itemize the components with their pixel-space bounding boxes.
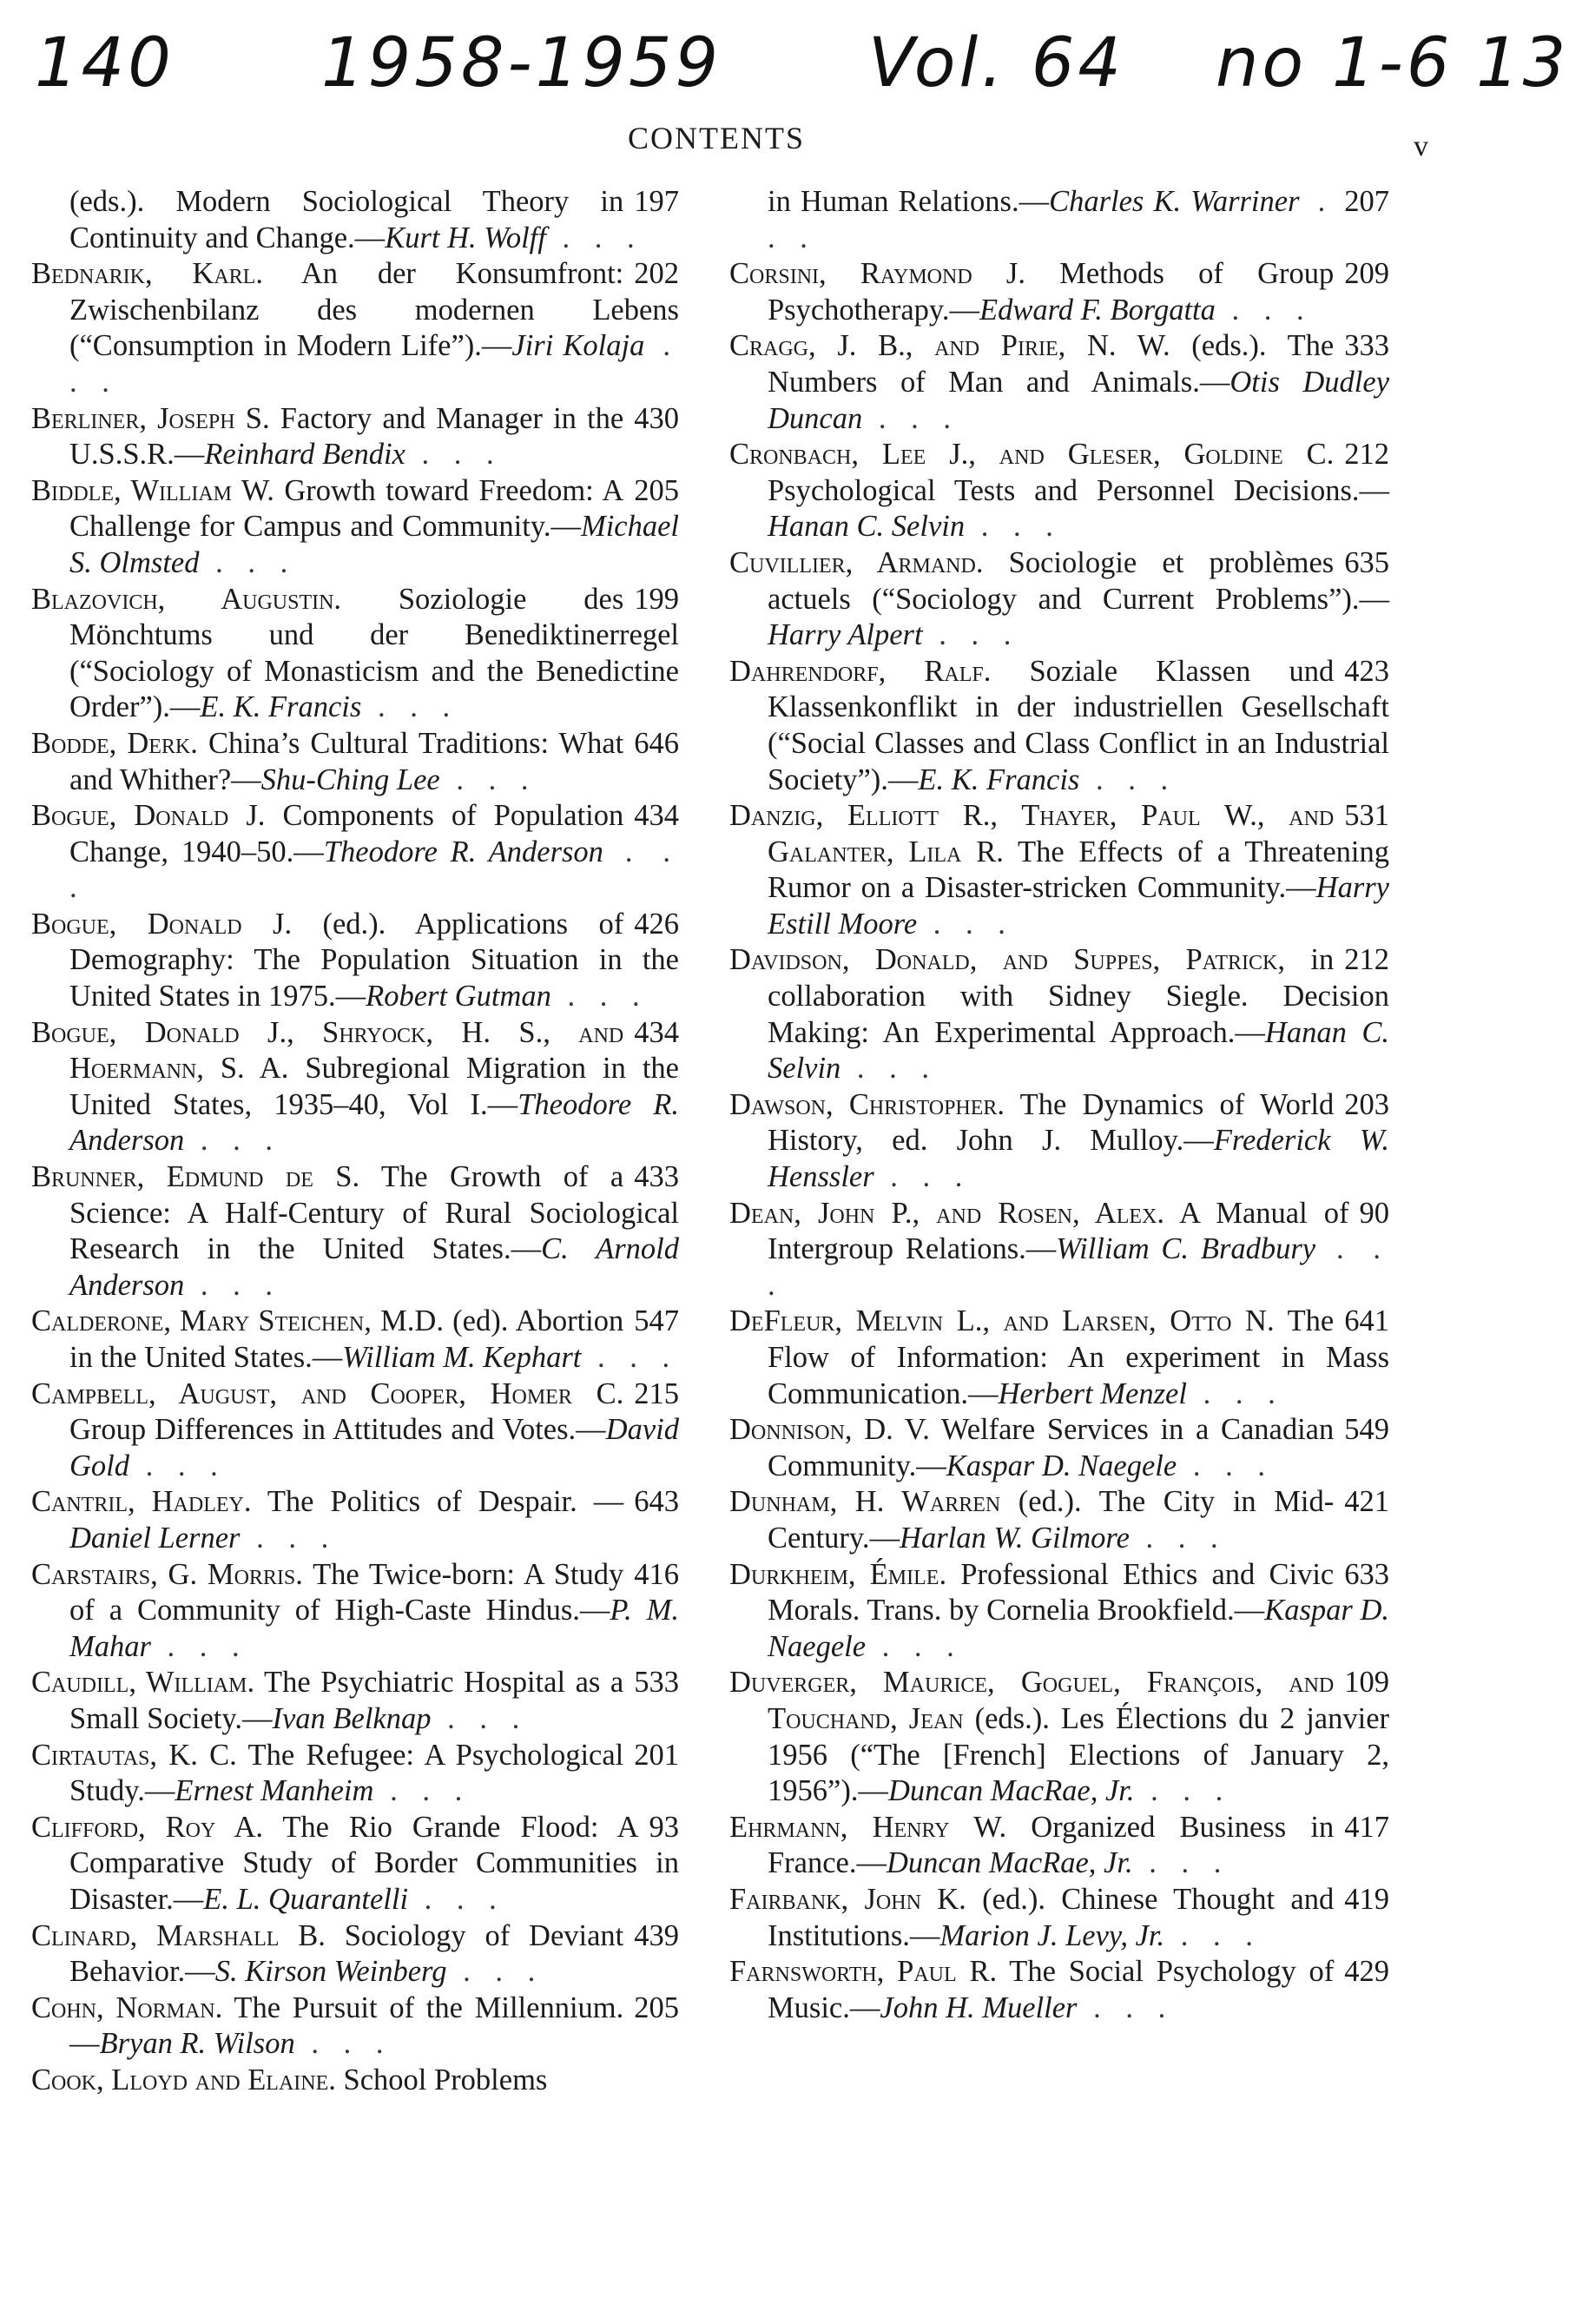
entry-page-number: 209 <box>1334 256 1389 293</box>
entry-page-number: 646 <box>623 726 679 763</box>
entry-title: The Psychiatric Hospital as a Small Society.— <box>69 1666 624 1735</box>
entry-page-number: 643 <box>623 1484 679 1521</box>
index-entry <box>31 1304 679 1376</box>
entry-author: Berliner, Joseph <box>31 401 235 435</box>
entry-reviewer: Theodore R. Anderson <box>69 1087 679 1158</box>
handwritten-years: 1958-1959 <box>321 24 722 102</box>
entry-page-number: 207 <box>1334 184 1389 221</box>
index-entry <box>31 1159 679 1304</box>
entry-page-number: 205 <box>623 1991 679 2027</box>
leader-dots: . . . <box>1132 1846 1230 1880</box>
index-entry <box>729 1810 1389 1882</box>
leader-dots: . . . <box>129 1449 227 1482</box>
index-entry <box>31 726 679 798</box>
entry-title: J. Methods of Group Psychotherapy.— <box>768 257 1335 327</box>
leader-dots: . . . <box>240 1521 338 1555</box>
handwritten-vol: Vol. 64 <box>868 24 1125 102</box>
entry-author: Dunham, H. Warren <box>729 1485 1001 1519</box>
leader-dots: . . . <box>1134 1774 1232 1808</box>
entry-author: Farnsworth, Paul <box>729 1955 957 1989</box>
entry-page-number: 417 <box>1334 1810 1389 1846</box>
entry-title: School Problems <box>335 2063 548 2096</box>
leader-dots: . . . <box>965 510 1062 544</box>
index-entry <box>729 1196 1389 1304</box>
entry-page-number: 215 <box>623 1377 679 1413</box>
index-entry <box>729 184 1389 256</box>
entry-reviewer: Charles K. Warriner <box>1049 185 1300 218</box>
entry-page-number: 203 <box>1334 1087 1389 1124</box>
entry-title: (eds.). Les Élections du 2 janvier 1956 (“The [French] Elections of January 2, 1956”).— <box>768 1701 1390 1808</box>
index-entry <box>729 1954 1389 2026</box>
entry-author: Biddle, William <box>31 473 233 507</box>
index-entry <box>31 1918 679 1991</box>
entry-page-number: 199 <box>623 582 679 618</box>
entry-title: R. The Effects of a Threatening Rumor on a Disaster-stricken Community.— <box>768 835 1389 905</box>
entry-reviewer: Duncan MacRae, Jr. <box>887 1846 1133 1880</box>
leader-dots: . . . <box>184 1124 281 1158</box>
index-entry <box>729 942 1389 1086</box>
entry-reviewer: Kurt H. Wolff <box>385 221 546 254</box>
leader-dots: . . . <box>1129 1521 1227 1555</box>
entry-page-number: 416 <box>623 1557 679 1594</box>
entry-reviewer: Daniel Lerner <box>69 1521 241 1555</box>
page-title: CONTENTS <box>628 121 805 155</box>
index-entry <box>31 401 679 473</box>
entry-author: Corsini, Raymond <box>729 257 972 291</box>
entry-reviewer: Kaspar D. Naegele <box>768 1594 1389 1663</box>
entry-page-number: 212 <box>1334 437 1389 473</box>
entry-title: W. Organized Business in France.— <box>768 1810 1335 1880</box>
leader-dots: . . . <box>1186 1377 1284 1410</box>
entry-page-number: 212 <box>1334 942 1389 979</box>
entry-author: Bogue, Donald J., Shryock, H. S., and Hoermann, S. A. <box>31 1015 624 1086</box>
leader-dots: . . . <box>917 907 1014 941</box>
entry-author: DeFleur, Melvin L., and Larsen, Otto <box>729 1304 1232 1338</box>
entry-title: (ed.). The City in Mid-Century.— <box>768 1485 1335 1555</box>
entry-page-number: 429 <box>1334 1954 1389 1991</box>
entry-page-number: 419 <box>1334 1882 1389 1918</box>
handwritten-mark: 13 <box>1476 24 1569 102</box>
entry-reviewer: C. Arnold Anderson <box>69 1232 680 1302</box>
index-entry <box>729 798 1389 942</box>
entry-author: Clinard, Marshall <box>31 1918 280 1952</box>
entry-title: R. The Social Psychology of Music.— <box>768 1955 1335 2024</box>
entry-author: Cantril, Hadley. <box>31 1485 252 1519</box>
entry-author: Bogue, Donald <box>31 799 229 833</box>
entry-author: Dawson, Christopher. <box>729 1087 1005 1121</box>
entry-author: Danzig, Elliott R., Thayer, Paul W., and Galanter, Lila <box>729 799 1335 868</box>
entry-reviewer: Edward F. Borgatta <box>979 293 1216 327</box>
entry-reviewer: Ivan Belknap <box>272 1701 432 1735</box>
index-entry <box>31 1738 679 1810</box>
index-entry <box>729 1304 1389 1412</box>
index-entry <box>31 1377 679 1485</box>
index-entry <box>31 184 679 256</box>
entry-author: Durkheim, Émile. <box>729 1557 947 1591</box>
leader-dots: . . . <box>405 438 503 472</box>
entry-reviewer: Reinhard Bendix <box>204 438 405 472</box>
entry-reviewer: Marion J. Levy, Jr. <box>939 1918 1165 1952</box>
entry-author: Clifford, Roy <box>31 1810 216 1844</box>
entry-author: Cohn, Norman. <box>31 1991 223 2024</box>
leader-dots: . . . <box>550 980 649 1013</box>
entry-reviewer: Otis Dudley Duncan <box>768 365 1390 435</box>
entry-page-number: 197 <box>623 184 679 221</box>
entry-page-number: 205 <box>623 473 679 510</box>
leader-dots: . . . <box>408 1882 505 1916</box>
entry-author: Dean, John P., and Rosen, Alex. <box>729 1196 1164 1230</box>
entry-page-number: 109 <box>1334 1665 1389 1701</box>
index-entry <box>31 1991 679 2063</box>
leader-dots: . . . <box>862 401 959 435</box>
entry-author: Cook, Lloyd and Elaine. <box>31 2063 336 2096</box>
handwritten-annotation <box>35 24 1569 120</box>
leader-dots: . . . <box>1077 1991 1175 2024</box>
entry-reviewer: Kaspar D. Naegele <box>946 1449 1177 1482</box>
entry-reviewer: John H. Mueller <box>880 1991 1078 2024</box>
entry-reviewer: Harry Estill Moore <box>768 871 1389 941</box>
entry-page-number: 433 <box>623 1159 679 1196</box>
entry-reviewer: David Gold <box>69 1413 679 1482</box>
leader-dots: . . . <box>1079 763 1177 796</box>
leader-dots: . . . <box>545 221 643 254</box>
entry-author: Calderone, Mary Steichen, M.D. <box>31 1304 444 1338</box>
entry-title: in Human Relations.— <box>768 185 1050 218</box>
index-entry <box>31 798 679 907</box>
entry-author: Bodde, Derk. <box>31 726 198 760</box>
index-entry <box>31 582 679 726</box>
entry-author: Cronbach, Lee J., and Gleser, Goldine <box>729 438 1283 472</box>
entry-title: Subregional Migration in the United States, 1935–40, Vol I.— <box>69 1052 679 1121</box>
entry-author: Bogue, Donald <box>31 907 242 941</box>
entry-page-number: 633 <box>1334 1557 1389 1594</box>
page-number: v <box>1414 130 1428 162</box>
entry-title: Sociologie et problèmes actuels (“Sociology and Current Problems”).— <box>768 545 1389 616</box>
index-entry <box>729 1882 1389 1954</box>
leader-dots: . . . <box>1177 1449 1274 1482</box>
index-entry <box>31 1665 679 1737</box>
index-entry <box>729 1412 1389 1484</box>
leader-dots: . . . <box>581 1341 679 1374</box>
entry-page-number: 434 <box>623 1015 679 1052</box>
entry-page-number: 421 <box>1334 1484 1389 1521</box>
entry-author: Caudill, William. <box>31 1666 255 1700</box>
entry-reviewer: Michael S. Olmsted <box>69 510 679 579</box>
index-entry <box>729 1087 1389 1196</box>
entry-page-number: 533 <box>623 1665 679 1701</box>
index-entry <box>729 328 1389 437</box>
entry-reviewer: E. L. Quarantelli <box>203 1882 409 1916</box>
entry-reviewer: William C. Bradbury <box>1056 1232 1316 1266</box>
entry-title: The Dynamics of World History, ed. John J. Mulloy.— <box>768 1087 1335 1158</box>
entry-title: J. (ed.). Applications of Demography: The Population Situation in the United States in 1975.— <box>69 907 679 1013</box>
leader-dots: . . . <box>922 618 1020 652</box>
entry-title: in collaboration with Sidney Siegle. Decision Making: An Experimental Approach.— <box>768 943 1389 1049</box>
entry-reviewer: Theodore R. Anderson <box>323 835 603 868</box>
entry-page-number: 423 <box>1334 654 1389 690</box>
leader-dots: . . . <box>69 329 680 399</box>
entry-page-number: 426 <box>623 907 679 943</box>
leader-dots: . . . <box>150 1629 248 1663</box>
entry-reviewer: P. M. Mahar <box>69 1594 679 1663</box>
entry-reviewer: E. K. Francis <box>200 690 362 724</box>
entry-title: (eds.). The Numbers of Man and Animals.— <box>768 329 1335 399</box>
entry-page-number: 202 <box>623 256 679 293</box>
leader-dots: . . . <box>1164 1918 1262 1952</box>
entry-reviewer: E. K. Francis <box>918 763 1080 796</box>
entry-title: S. Factory and Manager in the U.S.S.R.— <box>69 401 624 472</box>
entry-author: Cuvillier, Armand. <box>729 545 984 579</box>
index-entry <box>31 2063 679 2099</box>
index-entry <box>31 1015 679 1159</box>
entry-title: A Manual of Intergroup Relations.— <box>768 1196 1349 1266</box>
entry-title: W. Growth toward Freedom: A Challenge for Campus and Community.— <box>69 473 624 544</box>
index-entry <box>31 907 679 1015</box>
entry-reviewer: Frederick W. Henssler <box>768 1124 1389 1194</box>
entry-page-number: 549 <box>1334 1412 1389 1449</box>
entry-reviewer: Hanan C. Selvin <box>768 510 966 544</box>
entry-page-number: 635 <box>1334 545 1389 582</box>
entry-title: (eds.). Modern Sociological Theory in Continuity and Change.— <box>69 185 624 254</box>
entry-reviewer: Shu-Ching Lee <box>260 763 440 796</box>
entry-title: Soziologie des Mönchtums und der Benediktinerregel (“Sociology of Monasticism and the Benedictine Order”).— <box>69 582 679 724</box>
leader-dots: . . . <box>873 1160 972 1194</box>
entry-page-number: 641 <box>1334 1304 1389 1340</box>
leader-dots: . . . <box>1215 293 1313 327</box>
entry-title: The Growth of a Science: A Half-Century of Rural Sociological Research in the United States.— <box>69 1160 679 1266</box>
entry-author: Dahrendorf, Ralf. <box>729 654 992 688</box>
leader-dots: . . . <box>841 1052 939 1086</box>
entry-page-number: 93 <box>639 1810 680 1846</box>
entry-author: Brunner, Edmund de S. <box>31 1160 360 1194</box>
entry-title: B. Sociology of Deviant Behavior.— <box>69 1918 624 1989</box>
leader-dots: . . . <box>69 835 680 905</box>
entry-author: Donnison, D. V. <box>729 1413 930 1447</box>
entry-title: Professional Ethics and Civic Morals. Trans. by Cornelia Brookfield.— <box>768 1557 1335 1627</box>
entry-author: Cirtautas, K. C. <box>31 1738 237 1772</box>
entry-author: Cragg, J. B., and Pirie, N. W. <box>729 329 1170 363</box>
entry-reviewer: Jiri Kolaja <box>511 329 645 363</box>
entry-author: Blazovich, Augustin. <box>31 582 342 616</box>
entry-author: Campbell, August, and Cooper, Homer <box>31 1377 572 1410</box>
entry-page-number: 439 <box>623 1918 679 1955</box>
entry-title: (ed). Abortion in the United States.— <box>69 1304 624 1374</box>
entry-author: Ehrmann, Henry <box>729 1810 950 1844</box>
handwritten-issues: no 1-6 <box>1216 24 1454 102</box>
entry-title: K. (ed.). Chinese Thought and Institutions.— <box>768 1882 1335 1952</box>
entry-title: A. The Rio Grande Flood: A Comparative Study of Border Communities in Disaster.— <box>69 1810 679 1916</box>
entry-title: C. Group Differences in Attitudes and Votes.— <box>69 1377 624 1447</box>
leader-dots: . . . <box>768 185 1335 254</box>
entry-title: Welfare Services in a Canadian Community.— <box>768 1413 1335 1482</box>
entry-reviewer: S. Kirson Weinberg <box>214 1955 447 1989</box>
leader-dots: . . . <box>866 1629 963 1663</box>
index-entry <box>31 1810 679 1918</box>
leader-dots: . . . <box>446 1955 544 1989</box>
leader-dots: . . . <box>439 763 537 796</box>
entry-reviewer: Duncan MacRae, Jr. <box>887 1774 1135 1808</box>
leader-dots: . . . <box>768 1232 1390 1302</box>
index-entry <box>31 256 679 400</box>
entry-title: The Refugee: A Psychological Study.— <box>69 1738 624 1808</box>
entry-reviewer: Robert Gutman <box>366 980 551 1013</box>
entry-reviewer: Harlan W. Gilmore <box>900 1521 1130 1555</box>
leader-dots: . . . <box>184 1268 281 1302</box>
entry-author: Fairbank, John <box>729 1882 921 1916</box>
entry-author: Carstairs, G. Morris. <box>31 1557 303 1591</box>
entry-title: The Politics of Despair. — <box>251 1485 624 1519</box>
entry-reviewer: Bryan R. Wilson <box>99 2027 295 2061</box>
entry-page-number: 430 <box>623 401 679 438</box>
leader-dots: . . . <box>199 545 297 579</box>
index-entry <box>729 1557 1389 1666</box>
entry-title: An der Konsumfront: Zwischenbilanz des modernen Lebens (“Consumption in Modern Life”).— <box>69 257 679 363</box>
leader-dots: . . . <box>373 1774 471 1808</box>
index-entry <box>729 1665 1389 1809</box>
leader-dots: . . . <box>431 1701 529 1735</box>
entry-page-number: 547 <box>623 1304 679 1340</box>
entry-author: Davidson, Donald, and Suppes, Patrick, <box>729 943 1285 977</box>
entry-title: C. Psychological Tests and Personnel Decisions.— <box>768 438 1389 507</box>
entry-author: Bednarik, Karl. <box>31 257 263 291</box>
index-entry <box>729 1484 1389 1556</box>
left-column <box>31 184 679 2098</box>
index-entry <box>729 545 1389 654</box>
index-entry <box>729 437 1389 545</box>
entry-title: The Pursuit of the Millennium.— <box>69 1991 624 2061</box>
entry-reviewer: Harry Alpert <box>768 618 923 652</box>
index-entry <box>31 1557 679 1666</box>
index-entry <box>729 654 1389 798</box>
handwritten-volume-number: 140 <box>35 24 175 102</box>
entry-reviewer: William M. Kephart <box>342 1341 582 1374</box>
entry-page-number: 201 <box>623 1738 679 1774</box>
entry-title: Soziale Klassen und Klassenkonflikt in der industriellen Gesellschaft (“Social Classes and Class Conflict in an Industrial Society”).— <box>768 654 1389 796</box>
entry-page-number: 333 <box>1334 328 1389 365</box>
entry-page-number: 434 <box>623 798 679 835</box>
entry-reviewer: Hanan C. Selvin <box>768 1015 1390 1086</box>
index-entry <box>31 1484 679 1556</box>
leader-dots: . . . <box>361 690 459 724</box>
entry-page-number: 90 <box>1349 1196 1390 1232</box>
entry-author: Duverger, Maurice, Goguel, François, and Touchand, Jean <box>729 1666 1335 1735</box>
right-column <box>729 184 1389 2026</box>
entry-title: J. Components of Population Change, 1940–50.— <box>69 799 624 868</box>
leader-dots: . . . <box>294 2027 392 2061</box>
entry-title: China’s Cultural Traditions: What and Whither?— <box>69 726 624 796</box>
entry-reviewer: Ernest Manheim <box>175 1774 374 1808</box>
index-entry <box>729 256 1389 328</box>
entry-page-number: 531 <box>1334 798 1389 835</box>
entry-title: N. The Flow of Information: An experiment in Mass Communication.— <box>768 1304 1389 1410</box>
index-entry <box>31 473 679 582</box>
entry-reviewer: Herbert Menzel <box>998 1377 1187 1410</box>
entry-title: The Twice-born: A Study of a Community of High-Caste Hindus.— <box>69 1557 624 1627</box>
